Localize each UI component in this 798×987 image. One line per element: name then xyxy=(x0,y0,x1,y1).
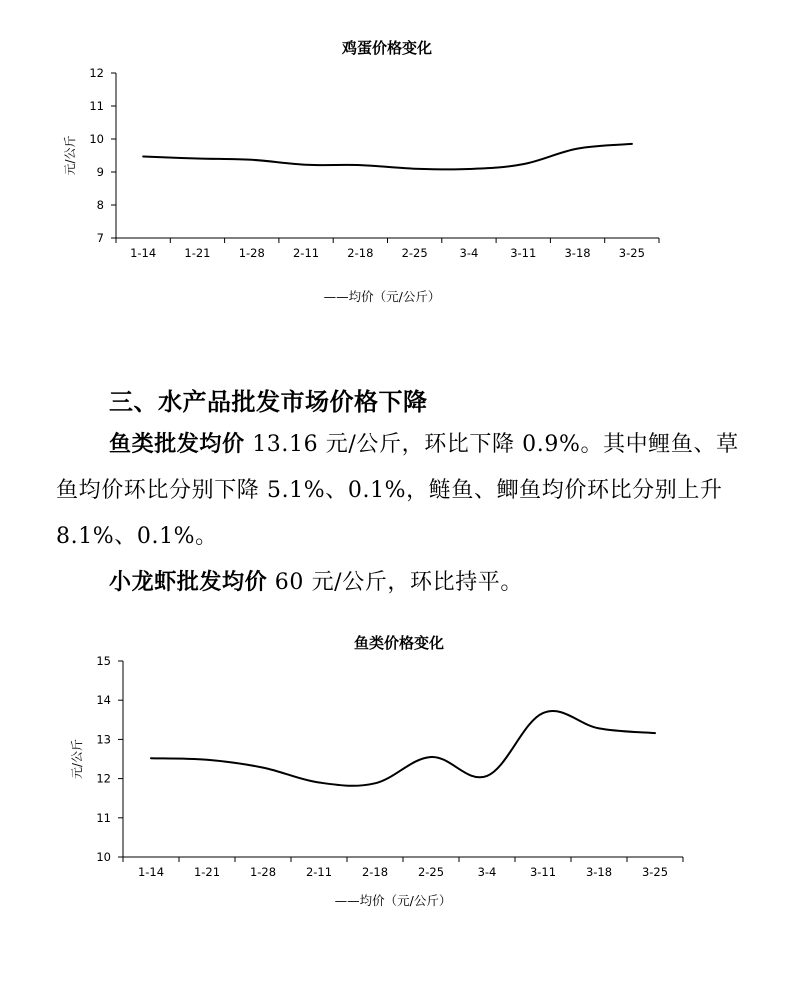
fish-price-chart xyxy=(0,620,798,920)
crayfish-price-label: 小龙虾批发均价 xyxy=(109,570,268,595)
x-tick-label: 3-4 xyxy=(477,865,497,879)
x-tick-label: 1-14 xyxy=(130,246,157,260)
y-tick-label: 14 xyxy=(96,693,111,708)
series-line xyxy=(151,711,655,786)
x-tick-label: 1-21 xyxy=(193,865,221,879)
egg-price-chart xyxy=(0,0,798,320)
x-tick-label: 3-18 xyxy=(585,865,613,879)
y-tick-label: 11 xyxy=(96,810,111,825)
y-axis-title: 元/公斤 xyxy=(63,135,77,176)
x-tick-label: 3-4 xyxy=(459,246,479,260)
crayfish-price-paragraph xyxy=(56,560,756,606)
x-tick-label: 1-14 xyxy=(137,865,165,879)
legend-entry: ——均价（元/公斤） xyxy=(323,289,441,304)
x-tick-label: 2-11 xyxy=(305,865,333,879)
chart-title: 鱼类价格变化 xyxy=(353,634,445,652)
y-tick-label: 13 xyxy=(96,732,111,747)
x-tick-label: 2-25 xyxy=(401,246,428,260)
fish-price-paragraph xyxy=(56,422,756,560)
egg-price-chart-svg xyxy=(0,0,798,320)
x-tick-label: 1-28 xyxy=(249,865,277,879)
y-tick-label: 12 xyxy=(96,771,111,786)
y-tick-label: 9 xyxy=(96,165,104,179)
x-tick-label: 2-25 xyxy=(417,865,445,879)
x-tick-label: 1-21 xyxy=(184,246,211,260)
y-tick-label: 15 xyxy=(96,654,111,668)
y-tick-label: 11 xyxy=(89,99,104,113)
x-tick-label: 3-25 xyxy=(641,865,669,879)
crayfish-price-text: 60 元/公斤，环比持平。 xyxy=(267,570,523,595)
y-tick-label: 8 xyxy=(96,198,104,212)
x-tick-label: 2-18 xyxy=(347,246,374,260)
fish-price-text: 13.16 元/公斤，环比下降 0.9%。其中鲤鱼、草鱼均价环比分别下降 5.1%、0.1%，鲢鱼、鲫鱼均价环比分别上升 8.1%、0.1%。 xyxy=(56,432,739,549)
y-tick-label: 12 xyxy=(89,66,104,80)
legend-entry: ——均价（元/公斤） xyxy=(334,893,452,908)
fish-price-label: 鱼类批发均价 xyxy=(109,432,245,457)
y-axis-title: 元/公斤 xyxy=(70,738,84,780)
y-tick-label: 10 xyxy=(89,132,104,146)
x-tick-label: 3-25 xyxy=(618,246,645,260)
x-tick-label: 1-28 xyxy=(238,246,265,260)
x-tick-label: 3-11 xyxy=(529,865,557,879)
y-tick-label: 10 xyxy=(96,850,111,864)
x-tick-label: 3-11 xyxy=(510,246,537,260)
series-line xyxy=(143,144,632,170)
chart-title: 鸡蛋价格变化 xyxy=(341,39,433,57)
x-tick-label: 2-18 xyxy=(361,865,389,879)
fish-price-chart-svg xyxy=(0,620,798,920)
x-tick-label: 2-11 xyxy=(292,246,320,260)
y-tick-label: 7 xyxy=(96,231,104,245)
section-heading: 三、水产品批发市场价格下降 xyxy=(109,388,428,416)
x-tick-label: 3-18 xyxy=(564,246,591,260)
